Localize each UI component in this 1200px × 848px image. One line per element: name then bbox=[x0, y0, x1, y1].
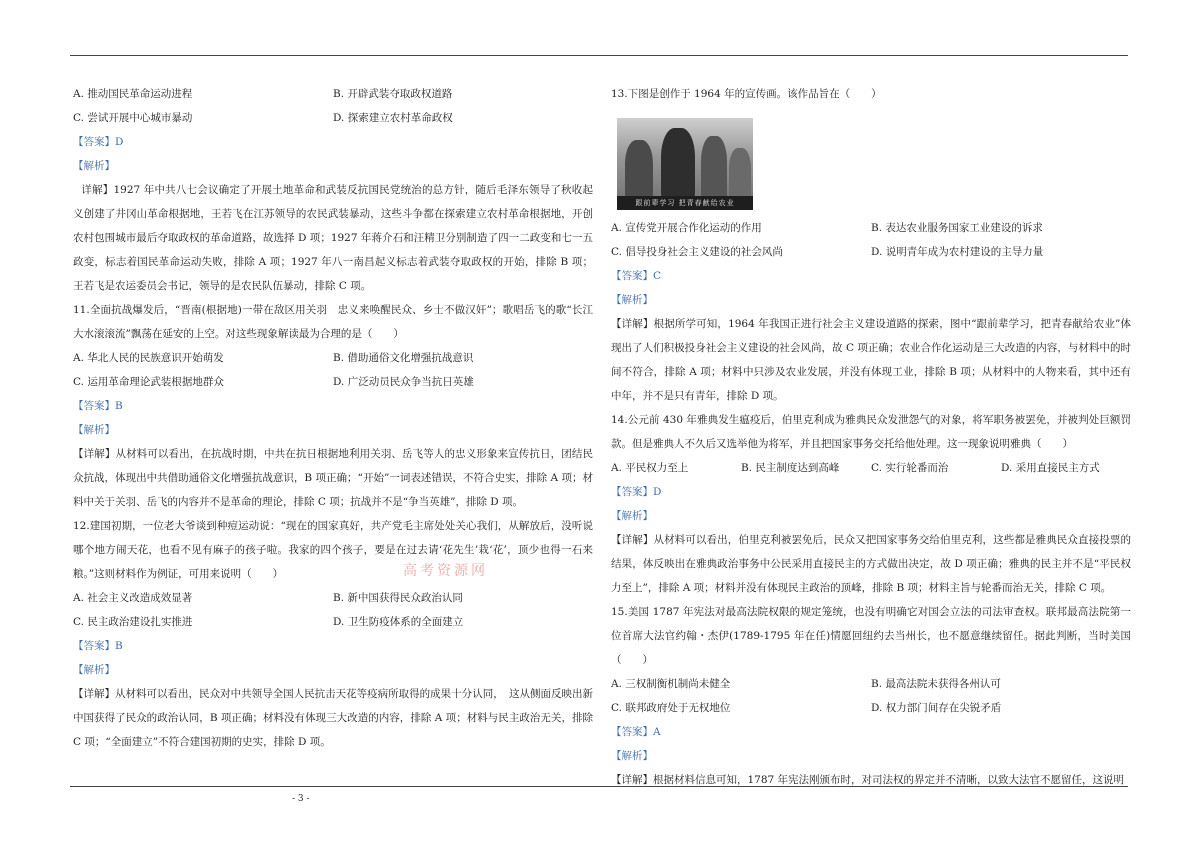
q15-answer: 【答案】A bbox=[611, 726, 661, 738]
q14-option-a: A. 平民权力至上 bbox=[611, 462, 689, 474]
q12-stem: 12.建国初期，一位老大爷谈到种痘运动说：“现在的国家真好，共产党毛主席处处关心我们，从解放后，没听说哪个地方闹天花，也看不见有麻子的孩子啦。我家的四个孩子，要是在过去请‘花先生’栽‘花’，顶少也得一石来粮。”这则材料作为例证，可用来说明（ ） bbox=[73, 520, 593, 580]
q14-options bbox=[611, 456, 1131, 480]
q13-analysis-label: 【解析】 bbox=[611, 294, 653, 306]
q11-option-c: C. 运用革命理论武装根据地群众 bbox=[73, 376, 224, 388]
q10-answer: 【答案】D bbox=[73, 136, 124, 148]
q14-answer: 【答案】D bbox=[611, 486, 662, 498]
footer-rule bbox=[70, 786, 1128, 787]
q10-explanation: 详解】1927 年中共八七会议确定了开展土地革命和武装反抗国民党统治的总方针，随后毛泽东领导了秋收起义创建了井冈山革命根据地，王若飞在江苏领导的农民武装暴动，这些斗争都在探索建立农村革命根据地，开创农村包围城市最后夺取政权的革命道路，故选择 D 项；1927 年蒋介石和汪精卫分别制造了四一二政变和七一五政变，标志着国民革命运动失败，排除 A 项；1927 年八一南昌起义标志着武装夺取政权的开始，排除 B 项；王若飞是农运委员会书记，领导的是农民队伍暴动，排除 C 项。 bbox=[73, 184, 593, 292]
poster-figure-far-right bbox=[729, 148, 751, 200]
q13-option-d: D. 说明青年成为农村建设的主导力量 bbox=[871, 246, 1044, 258]
right-column bbox=[611, 82, 1131, 792]
q15-option-c: C. 联邦政府处于无权地位 bbox=[611, 702, 731, 714]
watermark: 高考资源网 bbox=[403, 563, 488, 579]
q11-option-b: B. 借助通俗文化增强抗战意识 bbox=[333, 352, 474, 364]
poster-figure-center bbox=[661, 128, 695, 200]
poster-figure-right bbox=[701, 136, 727, 200]
q12-options bbox=[73, 586, 593, 634]
q13-explanation: 【详解】根据所学可知，1964 年我国正进行社会主义建设道路的探索，图中“跟前辈学习，把青春献给农业”体现出了人们积极投身社会主义建设的社会风尚，故 C 项正确；农业合作化运动是三大改造的内容，与材料中的时间不符合，排除 A 项；材料中只涉及农业发展，并没有体现工业，排除 B 项；从材料中的人物来看，其中还有中年，并不是只有青年，排除 D 项。 bbox=[611, 318, 1131, 402]
q14-option-b: B. 民主制度达到高峰 bbox=[741, 462, 840, 474]
q14-analysis-label: 【解析】 bbox=[611, 510, 653, 522]
q10-option-c: C. 尝试开展中心城市暴动 bbox=[73, 112, 193, 124]
q10-options bbox=[73, 82, 593, 130]
propaganda-poster-image bbox=[617, 118, 753, 210]
q13-option-c: C. 倡导投身社会主义建设的社会风尚 bbox=[611, 246, 783, 258]
q13-answer: 【答案】C bbox=[611, 270, 662, 282]
q12-analysis-label: 【解析】 bbox=[73, 664, 115, 676]
q14-option-d: D. 采用直接民主方式 bbox=[1001, 462, 1100, 474]
q10-option-d: D. 探索建立农村革命政权 bbox=[333, 112, 453, 124]
q12-option-b: B. 新中国获得民众政治认同 bbox=[333, 592, 463, 604]
q14-option-c: C. 实行轮番而治 bbox=[871, 462, 949, 474]
q11-explanation: 【详解】从材料可以看出，在抗战时期，中共在抗日根据地利用关羽、岳飞等人的忠义形象来宣传抗日，团结民众抗战，体现出中共借助通俗文化增强抗战意识，B 项正确；“开始”一词表述错误，不符合史实，排除 A 项；材料中关于关羽、岳飞的内容并不是革命的理论，排除 C 项；抗战并不是“争当英雄”，排除 D 项。 bbox=[73, 448, 593, 508]
q12-option-a: A. 社会主义改造成效显著 bbox=[73, 592, 193, 604]
q12-explanation: 【详解】从材料可以看出，民众对中共领导全国人民抗击天花等疫病所取得的成果十分认同， 这从侧面反映出新中国获得了民众的政治认同，B 项正确；材料没有体现三大改造的内容，排除 A 项；材料与民主政治无关，排除 C 项；“全面建立”不符合建国初期的史实，排除 D 项。 bbox=[73, 688, 593, 748]
q13-option-a: A. 宣传党开展合作化运动的作用 bbox=[611, 222, 762, 234]
q14-stem: 14.公元前 430 年雅典发生瘟疫后，伯里克利成为雅典民众发泄怨气的对象，将军职务被罢免，并被判处巨额罚款。但是雅典人不久后又选举他为将军，并且把国家事务交托给他处理。这一现象说明雅典（ ） bbox=[611, 414, 1131, 450]
q15-options bbox=[611, 672, 1131, 720]
q11-options bbox=[73, 346, 593, 394]
q10-analysis-label: 【解析】 bbox=[73, 160, 115, 172]
q15-option-d: D. 权力部门间存在尖锐矛盾 bbox=[871, 702, 1002, 714]
q15-option-a: A. 三权制衡机制尚未健全 bbox=[611, 678, 731, 690]
q15-explanation: 【详解】根据材料信息可知，1787 年宪法刚颁布时，对司法权的界定并不清晰，以致大法官不愿留任，这说明 bbox=[611, 774, 1125, 786]
q15-stem: 15.美国 1787 年宪法对最高法院权限的规定笼统，也没有明确它对国会立法的司法审查权。联邦最高法院第一位首席大法官约翰・杰伊(1789-1795 年在任)情愿回纽约去当州长，也不愿意继续留任。据此判断，当时美国（ ） bbox=[611, 606, 1131, 666]
q10-option-a: A. 推动国民革命运动进程 bbox=[73, 88, 193, 100]
q12-answer: 【答案】B bbox=[73, 640, 123, 652]
q11-option-d: D. 广泛动员民众争当抗日英雄 bbox=[333, 376, 474, 388]
q13-options bbox=[611, 216, 1131, 264]
poster-figure-left bbox=[625, 140, 653, 200]
q11-analysis-label: 【解析】 bbox=[73, 424, 115, 436]
q10-option-b: B. 开辟武装夺取政权道路 bbox=[333, 88, 453, 100]
q15-analysis-label: 【解析】 bbox=[611, 750, 653, 762]
q15-option-b: B. 最高法院未获得各州认可 bbox=[871, 678, 1001, 690]
q13-stem: 13.下图是创作于 1964 年的宣传画。该作品旨在（ ） bbox=[611, 88, 882, 100]
poster-caption: 跟前辈学习 把青春献给农业 bbox=[617, 196, 753, 210]
left-column bbox=[73, 82, 593, 754]
header-rule bbox=[70, 55, 1128, 56]
q12-option-d: D. 卫生防疫体系的全面建立 bbox=[333, 616, 464, 628]
page-number: - 3 - bbox=[292, 794, 310, 804]
q11-option-a: A. 华北人民的民族意识开始萌发 bbox=[73, 352, 224, 364]
q12-option-c: C. 民主政治建设扎实推进 bbox=[73, 616, 193, 628]
q11-stem: 11.全面抗战爆发后，“晋南(根据地)一带在敌区用关羽 忠义来唤醒民众、乡士不做汉奸”；歌唱岳飞的歌“长江大水滚滚流”飘荡在延安的上空。对这些现象解读最为合理的是（ ） bbox=[73, 304, 593, 340]
q11-answer: 【答案】B bbox=[73, 400, 123, 412]
q14-explanation: 【详解】从材料可以看出，伯里克利被罢免后，民众又把国家事务交给伯里克利，这些都是雅典民众直接投票的结果，体反映出在雅典政治事务中公民采用直接民主的方式做出决定，故 D 项正确；雅典的民主并不是“平民权力至上”，排除 A 项；材料并没有体现民主政治的顶峰，排除 B 项；材料主旨与轮番而治无关，排除 C 项。 bbox=[611, 534, 1131, 594]
q13-option-b: B. 表达农业服务国家工业建设的诉求 bbox=[871, 222, 1043, 234]
